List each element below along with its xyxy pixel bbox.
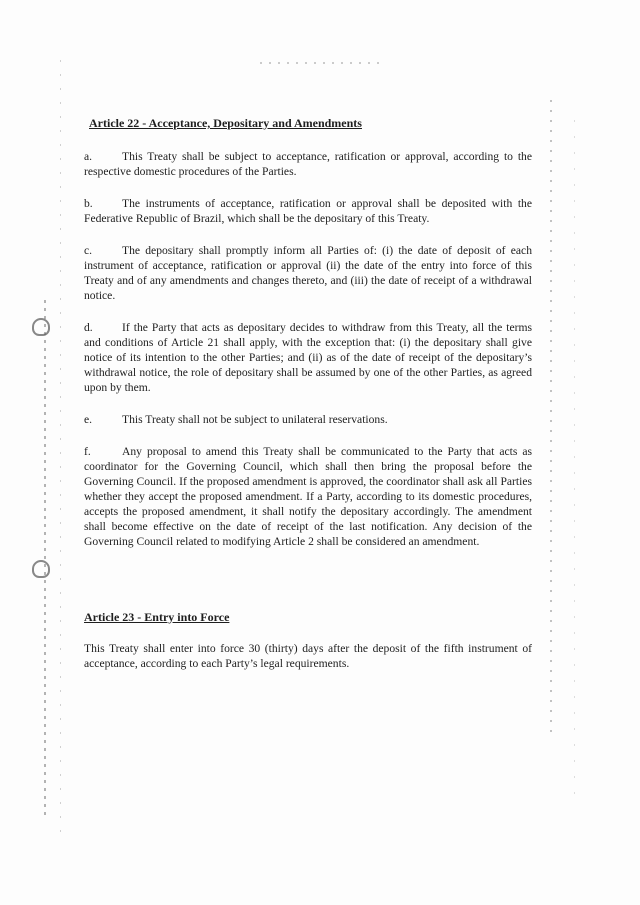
document-body xyxy=(84,116,532,688)
paragraph-text: The depositary shall promptly inform all Parties of: (i) the date of deposit of each instrument of acceptance, ratification or approval (ii) the date of the entry into force of this Treaty and of any amendments and changes thereto, and (iii) the date of receipt of a withdrawal notice. xyxy=(84,244,532,302)
paragraph-text: If the Party that acts as depositary decides to withdraw from this Treaty, all the terms and conditions of Article 21 shall apply, with the exception that: (i) the depositary shall give notice of its intention to the other Parties; and (ii) as of the date of receipt of the depositary’s withdrawal notice, the role of depositary shall be assumed by one of the other Parties, as agreed upon by them. xyxy=(84,321,532,394)
article-22-paragraph-a xyxy=(84,149,532,179)
article-22-paragraph-d xyxy=(84,320,532,395)
scan-artifact-left-faint xyxy=(60,60,61,840)
article-22-paragraph-f xyxy=(84,444,532,549)
section-spacer xyxy=(84,566,532,610)
paragraph-text: Any proposal to amend this Treaty shall be communicated to the Party that acts as coordinator for the Governing Council, which shall then bring the proposal before the Governing Council. If the proposed amendment is approved, the coordinator shall ask all Parties whether they accept the proposed amendment. If a Party, according to its domestic procedures, accepts the proposed amendment, it shall notify the depositary accordingly. The amendment shall become effective on the date of receipt of the last notification. Any decision of the Governing Council related to modifying Article 2 shall be considered an amendment. xyxy=(84,445,532,548)
article-22-paragraph-b xyxy=(84,196,532,226)
paragraph-letter: b. xyxy=(84,197,93,210)
paragraph-letter: f. xyxy=(84,445,91,458)
article-22-heading: Article 22 - Acceptance, Depositary and Amendments xyxy=(89,116,362,130)
paragraph-text: This Treaty shall be subject to acceptance, ratification or approval, according to the respective domestic procedures of the Parties. xyxy=(84,150,532,178)
paragraph-letter: c. xyxy=(84,244,93,257)
article-22-paragraph-c xyxy=(84,243,532,303)
paragraph-text: This Treaty shall not be subject to unilateral reservations. xyxy=(122,413,388,426)
paragraph-letter: d. xyxy=(84,321,93,334)
binder-clip-mark xyxy=(32,560,50,578)
paragraph-letter: a. xyxy=(84,150,93,163)
paragraph-text: The instruments of acceptance, ratification or approval shall be deposited with the Federative Republic of Brazil, which shall be the depositary of this Treaty. xyxy=(84,197,532,225)
binder-clip-mark xyxy=(32,318,50,336)
article-22-paragraph-e xyxy=(84,412,532,427)
scan-artifact-top xyxy=(260,62,380,64)
paragraph-letter: e. xyxy=(84,413,93,426)
scan-artifact-right xyxy=(550,100,552,740)
scan-artifact-right-faint xyxy=(574,120,575,800)
article-23-paragraph: This Treaty shall enter into force 30 (thirty) days after the deposit of the fifth instrument of acceptance, according to each Party’s legal requirements. xyxy=(84,642,532,670)
article-23-heading: Article 23 - Entry into Force xyxy=(84,610,230,624)
